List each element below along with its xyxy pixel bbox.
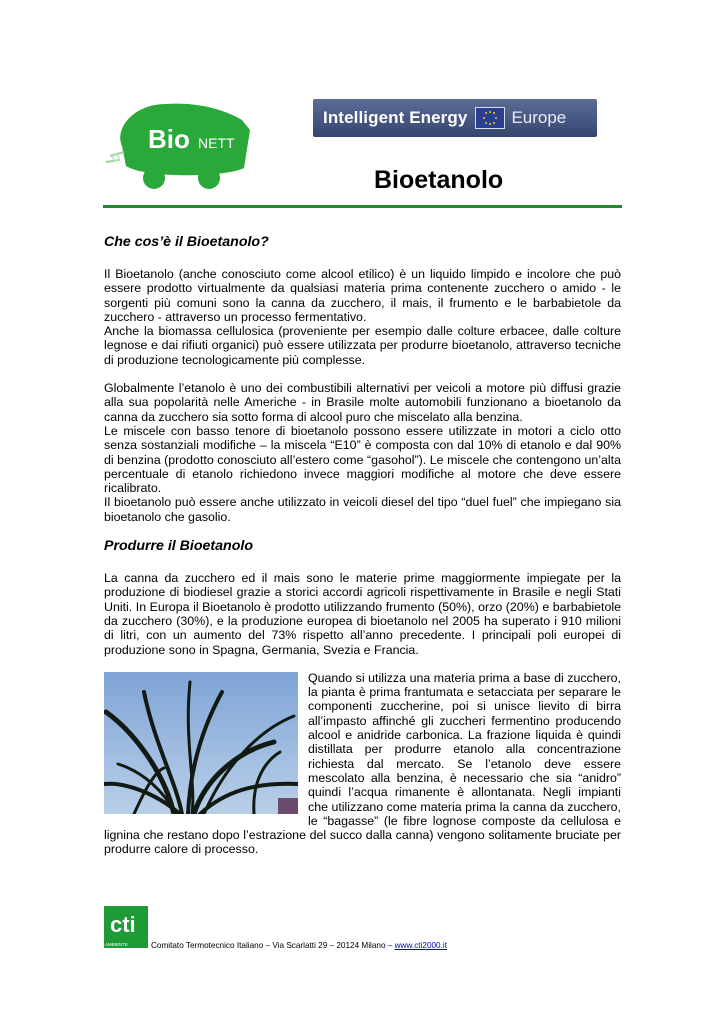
document-body [104,234,621,857]
paragraph: Globalmente l’etanolo è uno dei combustibili alternativi per veicoli a motore più diffusi grazie alla sua popolarità nelle Americhe - in Brasile molte automobili funzionano a bioetanolo da canna da zucchero sia sotto forma di alcool puro che miscelato alla benzina. [104,381,621,424]
cti-logo [104,906,148,948]
program-title: Intelligent Energy [323,108,468,127]
paragraph: Il Bioetanolo (anche conosciuto come alcool etilico) è un liquido limpido e incolore che può essere prodotto virtualmente da qualsiasi materia prima contenente zucchero o amido - le sorgenti più comuni sono la canna da zucchero, il mais, il frumento e le barbabietole da zucchero - attraverso un processo fermentativo. [104,267,621,324]
section-heading-produce: Produrre il Bioetanolo [104,538,253,555]
paragraph: Le miscele con basso tenore di bioetanolo possono essere utilizzate in motori a ciclo otto senza sostanziali modifiche – la miscela “E10” è composta con dal 10% di etanolo e dal 90% di benzina (prodotto conosciuto all’estero come “gasohol”). Le miscele che contengono un’alta percentuale di etanolo richiedono invece maggiori modifiche al motore che deve essere ricalibrato. [104,423,621,496]
sugarcane-photo [104,672,298,814]
cti-logo-bottom: AMBIENTE [105,942,129,947]
eu-flag-icon [475,107,505,129]
footer-website-link[interactable]: www.cti2000.it [394,941,447,950]
page-title: Bioetanolo [374,166,504,194]
intelligent-energy-banner [313,99,597,137]
paragraph: La canna da zucchero ed il mais sono le materie prime maggiormente impiegate per la produzione di biodiesel grazie a storici accordi agricoli rispettivamente in Brasile e negli Stati Uniti. In Europa il Bioetanolo è prodotto utilizzando frumento (50%), orzo (20%) e barbabietole da zucchero (30%), e la produzione europea di bioetanolo nel 2005 ha superato i 910 milioni di litri, con un aumento del 73% rispetto all’anno precedente. I principali poli europei di produzione sono in Spagna, Germania, Svezia e Francia. [104,571,621,657]
header-rule [103,205,622,208]
paragraph: Quando si utilizza una materia prima a base di zucchero, la pianta è prima frantumata e setacciata per separare le componenti zuccherine, poi si unisce lievito di birra all’impasto affinché gli zuccheri fermentino producendo alcool e anidride carbonica. La frazione liquida è quindi distillata per produrre etanolo alla concentrazione richiesta dal mercato. Se l’etanolo deve essere mescolato alla benzina, è necessario che sia “anidro” quindi l’acqua rimanente è allontanata. Negli impianti che utilizzano come materia prima la canna da zucchero, le “bagasse” (le fibre lognose composte da cellulosa e lignina che restano dopo l’estrazione del succo dalla canna) vengono solitamente bruciate per produrre calore di processo. [104,670,621,857]
footer-address [151,941,447,950]
footer-address-text: Comitato Termotecnico Italiano – Via Scarlatti 29 – 20124 Milano – [151,941,395,950]
logo-nett-text: NETT [198,135,235,151]
logo-bio-text: Bio [148,124,190,154]
paragraph: Il bioetanolo può essere anche utilizzato in veicoli diesel del tipo “duel fuel” che impiegano sia bioetanolo che gasolio. [104,495,621,524]
bionett-logo [104,98,254,190]
section-heading-what-is: Che cos’è il Bioetanolo? [104,234,269,250]
cti-logo-text: cti [110,912,136,937]
paragraph: Anche la biomassa cellulosica (proveniente per esempio dalle colture erbacee, dalle colture legnose e dai rifiuti organici) può essere utilizzata per produrre bioetanolo, attraverso tecniche di produzione tecnologicamente più complesse. [104,324,621,367]
program-europe: Europe [511,108,567,127]
